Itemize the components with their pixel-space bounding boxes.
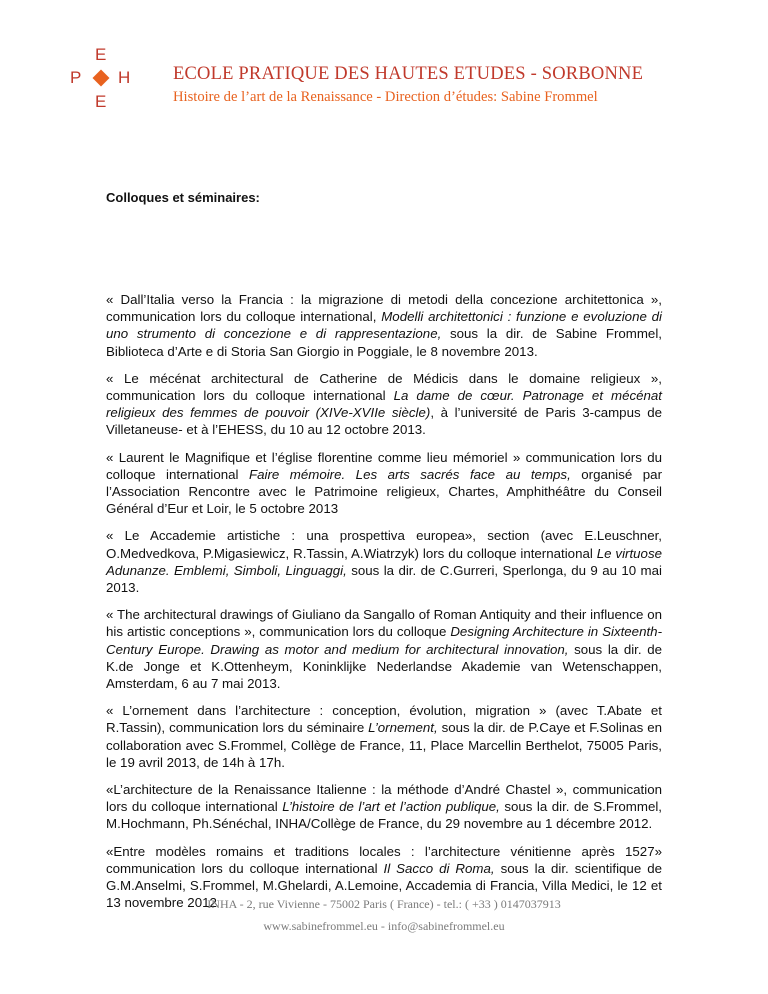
section-title: Colloques et séminaires: (106, 190, 260, 205)
list-item: « Le Accademie artistiche : una prospettiva europea», section (avec E.Leuschner, O.Medvedkova, P.Migasiewicz, R.Tassin, A.Wiatrzyk) lors du colloque international Le virtuose Adunanze. Emblemi, Simboli, Linguaggi, sous la dir. de C.Gurreri, Sperlonga, du 9 au 10 mai 2013. (106, 528, 662, 596)
logo-letter-top: E (95, 45, 107, 64)
logo-diamond-icon (93, 70, 110, 87)
footer-web: www.sabinefrommel.eu - info@sabinefrommel.eu (263, 919, 505, 933)
institution-subtitle: Histoire de l’art de la Renaissance - Direction d’études: Sabine Frommel (173, 89, 598, 105)
ephe-logo (64, 42, 140, 122)
logo-letter-left: P (70, 68, 82, 87)
list-item: «Entre modèles romains et traditions locales : l’architecture vénitienne après 1527» communication lors du colloque international Il Sacco di Roma, sous la dir. scientifique de G.M.Anselmi, S.Frommel, M.Ghelardi, A.Lemoine, Accademia di Francia, Villa Medici, le 12 et 13 novembre 2012 (106, 843, 662, 911)
logo-letter-bottom: E (95, 92, 107, 111)
logo-letter-right: H (118, 68, 131, 87)
footer-address: INHA - 2, rue Vivienne - 75002 Paris ( France) - tel.: ( +33 ) 0147037913 (207, 897, 561, 911)
list-item: « Le mécénat architectural de Catherine de Médicis dans le domaine religieux », communication lors du colloque international La dame de cœur. Patronage et mécénat religieux des femmes de pouvoir (XIVe-XVIIe siècle), à l’université de Paris 3-campus de Villetaneuse- et à l’EHESS, du 10 au 12 octobre 2013. (106, 370, 662, 438)
list-item: «L’architecture de la Renaissance Italienne : la méthode d’André Chastel », communication lors du colloque international L’histoire de l’art et l’action publique, sous la dir. de S.Frommel, M.Hochmann, Ph.Sénéchal, INHA/Collège de France, du 29 novembre au 1 décembre 2012. (106, 782, 662, 832)
list-item: « The architectural drawings of Giuliano da Sangallo of Roman Antiquity and their influence on his artistic conceptions », communication lors du colloque Designing Architecture in Sixteenth-Century Europe. Drawing as motor and medium for architectural innovation, sous la dir. de K.de Jonge et K.Ottenheym, Koninklijke Nederlandse Akademie van Wetenschappen, Amsterdam, 6 au 7 mai 2013. (106, 607, 663, 692)
list-item: « L’ornement dans l’architecture : conception, évolution, migration » (avec T.Abate et R.Tassin), communication lors du séminaire L’ornement, sous la dir. de P.Caye et F.Solinas en collaboration avec S.Frommel, Collège de France, 11, Place Marcellin Berthelot, 75005 Paris, le 19 avril 2013, de 14h à 17h. (106, 703, 662, 770)
institution-title: ECOLE PRATIQUE DES HAUTES ETUDES - SORBONNE (173, 64, 644, 84)
list-item: « Dall’Italia verso la Francia : la migrazione di metodi della concezione architettonica », communication lors du colloque international, Modelli architettonici : funzione e evoluzione di uno strumento di concezione e di rappresentazione, sous la dir. de Sabine Frommel, Biblioteca d’Arte e di Storia San Giorgio in Poggiale, le 8 novembre 2013. (106, 292, 662, 359)
list-item: « Laurent le Magnifique et l’église florentine comme lieu mémoriel » communication lors du colloque international Faire mémoire. Les arts sacrés face au temps, organisé par l’Association Rencontre avec le Patrimoine religieux, Chartes, Amphithéâtre du Conseil Général d’Eur et Loir, le 5 octobre 2013 (106, 449, 662, 517)
entries-list (106, 291, 662, 922)
